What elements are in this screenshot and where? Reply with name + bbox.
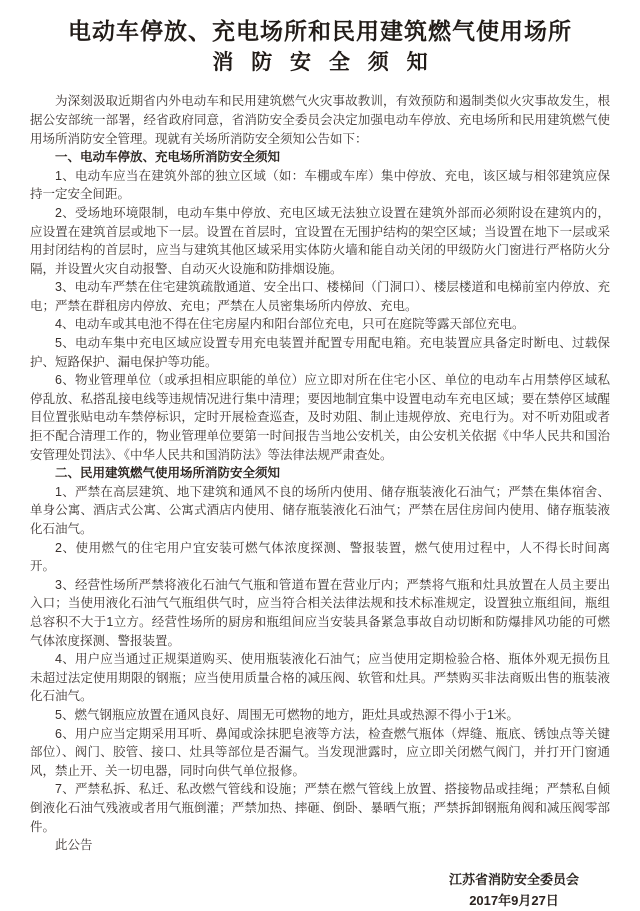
signature-block <box>30 869 610 911</box>
section-2-heading: 二、民用建筑燃气使用场所消防安全须知 <box>55 466 281 481</box>
section-1-heading: 一、电动车停放、充电场所消防安全须知 <box>55 150 281 165</box>
section-1-item-5: 5、电动车集中充电区域应设置专用充电装置并配置专用配电箱。充电装置应具备定时断电、过载保护、短路保护、漏电保护等功能。 <box>30 336 610 369</box>
section-1-item-3: 3、电动车严禁在住宅建筑疏散通道、安全出口、楼梯间（门洞口）、楼层楼道和电梯前室内停放、充电；严禁在群租房内停放、充电；严禁在人员密集场所内停放、充电。 <box>30 280 610 313</box>
document-title: 电动车停放、充电场所和民用建筑燃气使用场所 <box>68 18 572 44</box>
closing-text: 此公告 <box>55 838 93 853</box>
document-subtitle: 消防安全须知 <box>212 51 446 75</box>
section-1-item-6: 6、物业管理单位（或承担相应职能的单位）应立即对所在住宅小区、单位的电动车占用禁停区域私停乱放、私搭乱接电线等违规情况进行集中清理；要因地制宜集中设置电动车充电区域；要在禁停区域醒目位置张贴电动车禁停标识，定时开展检查巡查，及时劝阻、制止违规停放、充电行为。对不听劝阻或者拒不配合清理工作的，物业管理单位要第一时间报告当地公安机关，由公安机关依据《中华人民共和国治安管理处罚法》、《中华人民共和国消防法》等法律法规严肃查处。 <box>30 373 610 462</box>
section-1-item-4: 4、电动车或其电池不得在住宅房屋内和阳台部位充电，只可在庭院等露天部位充电。 <box>55 317 525 332</box>
issuer-name: 江苏省消防安全委员会 <box>448 871 579 887</box>
section-1-item-2: 2、受场地环境限制，电动车集中停放、充电区域无法独立设置在建筑外部而必须附设在建筑内的，应设置在建筑首层或地下一层。设置在首层时，宜设置在无围护结构的架空区域；当设置在地下一层或采用封闭结构的首层时，应当与建筑其他区域采用实体防火墙和能自动关闭的甲级防火门窗进行严格防火分隔，并设置火灾自动报警、自动灭火设施和防排烟设施。 <box>30 205 610 276</box>
section-2-item-1: 1、严禁在高层建筑、地下建筑和通风不良的场所内使用、储存瓶装液化石油气；严禁在集体宿舍、单身公寓、酒店式公寓、公寓式酒店内使用、储存瓶装液化石油气；严禁在居住房间内使用、储存瓶装液化石油气。 <box>30 484 610 536</box>
section-2-item-7: 7、严禁私拆、私迁、私改燃气管线和设施；严禁在燃气管线上放置、搭接物品或挂绳；严禁私自倾倒液化石油气残液或者用气瓶倒灌；严禁加热、摔砸、倒卧、暴晒气瓶；严禁拆卸钢瓶角阀和减压阀零部件。 <box>30 782 610 834</box>
section-2-item-3: 3、经营性场所严禁将液化石油气气瓶和管道布置在营业厅内；严禁将气瓶和灶具放置在人员主要出入口；当使用液化石油气气瓶组供气时，应当符合相关法律法规和技术标准规定，设置独立瓶组间，瓶组总容积不大于1立方。经营性场所的厨房和瓶组间应当安装具备紧急事故自动切断和防爆排风功能的可燃气体浓度探测、警报装置。 <box>30 577 610 648</box>
section-2-item-4: 4、用户应当通过正规渠道购买、使用瓶装液化石油气；应当使用定期检验合格、瓶体外观无损伤且未超过法定使用期限的钢瓶；应当使用质量合格的减压阀、软管和灶具。严禁购买非法商贩出售的瓶装液化石油气。 <box>30 652 610 704</box>
section-2-item-5: 5、燃气钢瓶应放置在通风良好、周围无可燃物的地方，距灶具或热源不得小于1米。 <box>55 707 519 722</box>
section-2-item-6: 6、用户应当定期采用耳听、鼻闻或涂抹肥皂液等方法，检查燃气瓶体（焊缝、瓶底、锈蚀点等关键部位）、阀门、胶管、接口、灶具等部位是否漏气。当发现泄露时，应立即关闭燃气阀门，并打开门窗通风，禁止开、关一切电器，同时向供气单位报修。 <box>30 726 610 778</box>
issue-date: 2017年9月27日 <box>469 892 559 908</box>
section-2-item-2: 2、使用燃气的住宅用户宜安装可燃气体浓度探测、警报装置，燃气使用过程中，人不得长时间离开。 <box>30 540 610 574</box>
document-body <box>30 92 610 854</box>
intro-paragraph: 为深刻汲取近期省内外电动车和民用建筑燃气火灾事故教训，有效预防和遏制类似火灾事故发生，根据公安部统一部署，经省政府同意，省消防安全委员会决定加强电动车停放、充电场所和民用建筑燃气使用场所消防安全管理。现就有关场所消防安全须知公告如下： <box>30 94 610 146</box>
section-1-item-1: 1、电动车应当在建筑外部的独立区域（如：车棚或车库）集中停放、充电，该区域与相邻建筑应保持一定安全间距。 <box>30 168 610 202</box>
